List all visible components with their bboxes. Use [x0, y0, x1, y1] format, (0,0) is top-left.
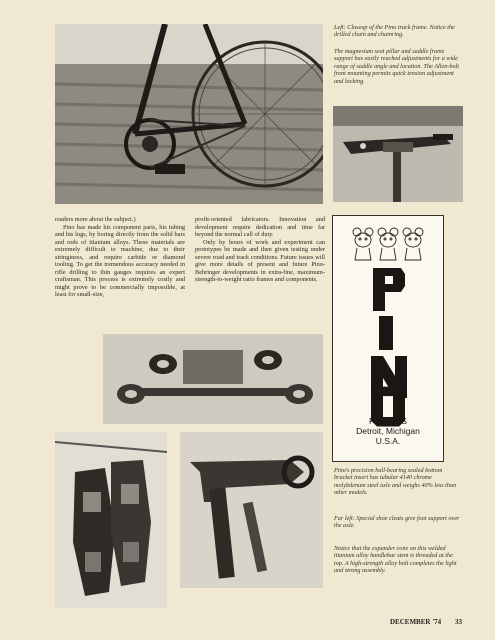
ad-country: U.S.A.: [375, 436, 401, 446]
handlebar-stem-illustration: [180, 432, 323, 588]
caption-track-frame: Left: Closeup of the Pino track frame. Notice the drilled chain and chainring.: [334, 24, 455, 39]
handlebar-stem-photo: [180, 432, 323, 588]
caption-shoe-cleats: Far left: Special shoe cleats give foot support over the axle.: [334, 515, 460, 530]
bicycle-illustration: [55, 24, 323, 204]
body-column-1: [55, 216, 185, 299]
body-paragraph: readers more about the subject.): [55, 216, 136, 223]
footer-date: DECEMBER '74: [390, 618, 442, 626]
bracket-parts-illustration: [103, 334, 323, 424]
caption-bottom-bracket: Pino's precision ball-bearing sealed bottom bracket insert has tubular 4140 chrome molybdenum steel axle and weighs 40% less than other models.: [334, 467, 457, 497]
body-column-2: [195, 216, 325, 284]
bicycle-frame-photo: [55, 24, 323, 204]
shoe-cleats-illustration: [55, 432, 167, 608]
ad-patents: PATENTS: [369, 416, 407, 426]
page-number: 33: [455, 618, 462, 626]
shoe-cleats-photo: [55, 432, 167, 608]
caption-handlebar-stem: Notice that the expander cone on this welded titanium alloy handlebar stem is threaded at the top. A high-strength alloy bolt completes the light and strong assembly.: [334, 545, 457, 575]
pino-advertisement: [332, 215, 444, 462]
body-paragraph: Pino has made his component parts, his tubing and his lugs, by boring directly from the solid bars and rods of titanium alloys. These materials are extremely difficult to machine, due to their stringiness, and require carbide or diamond tooling. To get the tremendous accuracy needed in rifle drilling to thin gauges requires an expert craftsman. This process is extremely costly and might prove to be commercially impossible, at least for small-size,: [55, 223, 185, 298]
ad-location: Detroit, Michigan: [356, 426, 420, 436]
caption-seat-pillar: The magnesium seat pillar and saddle frame support has easily reached adjustments for a wide range of saddle angle and location. The Allen-bolt front mounting permits quick tension adjustment and locking.: [334, 48, 459, 85]
body-paragraph: profit-oriented fabricators. Innovation and development require dedication and time far beyond the normal call of duty.: [195, 216, 325, 238]
body-paragraph: Only by hours of work and experiment can prototypes be made and then given testing under severe road and track conditions. Future issues will give more details of present and future Pino-Behringer developments in extra-fine, maximum-strength-to-weight ratio frames and components.: [195, 238, 325, 283]
seat-pillar-illustration: [333, 106, 463, 202]
seat-pillar-photo: [333, 106, 463, 202]
bottom-bracket-photo: [103, 334, 323, 424]
